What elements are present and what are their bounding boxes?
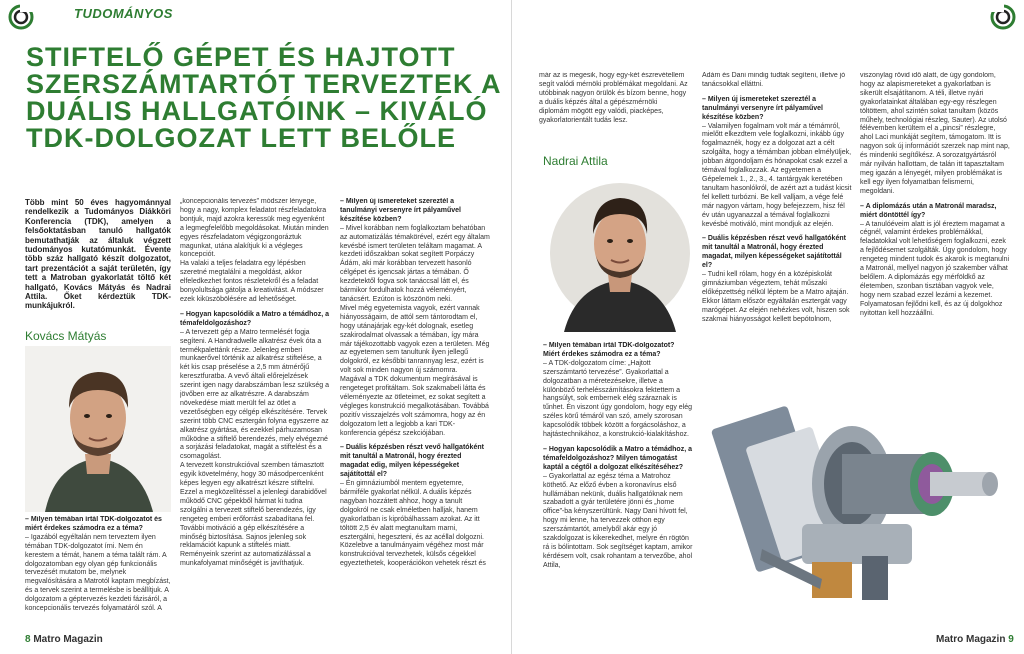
answer: – Én gimnáziumból mentem egyetemre, bármiféle gyakorlat nélkül. A duális képzés nagyban hozzátett ahhoz, hogy a tanult dolgokról ne csak elméletben halljak, hanem gyakorlatban is kipróbálhassam azokat. Az itt töltött 2,5 év alatt megtanultam marni, esztergálni, hegeszteni, és az acéllal dolgozni. Közelebve a tanulmányaim végéhez most már konstrukcióval tervezhetek, külsős cégekkel egyeztethetek, kooperációkon vehetek részt és <box>340 480 486 568</box>
portrait-kovacs <box>25 346 171 512</box>
matro-logo-icon <box>990 4 1016 30</box>
article-lead: Több mint 50 éves hagyománnyal rendelkezik a Tudományos Diákköri Konferencia (TDK), amelyen a felsőoktatásban tanuló hallgatók bemutathatják az általuk végzett tudományos kutatómunkát. Évente több száz hallgató készít dolgozatot, tart prezentációt a saját területén, így tett a Matroban gyakorlatát töltő két hallgató, Kovács Mátyás és Nadrai Attila. Őket kérdeztük TDK-munkájukról. <box>25 198 171 311</box>
portrait-nadrai <box>548 174 692 332</box>
magazine-name: Matro Magazin <box>936 634 1006 645</box>
page-number: 8 <box>25 634 31 645</box>
question: – Milyen témában írtál TDK-dolgozatot? Miért érdekes számodra ez a téma? <box>543 342 675 358</box>
answer: – Mivel korábban nem foglalkoztam behatóban az automatizálás témakörével, ezért egy általam kevésbé ismert területen teláltam magamat. A kezdeti időszakban sokat segített Porpáczy Ádám, aki már korábban tervezett hasonló célgépet és igencsak jártas a témában. Ő kezdetektől fogva sok tanáccsal látt el, és bármikor fordulhatok hozzá véleményért, tanácsért. Ezúton is köszönöm neki. <box>340 224 490 303</box>
paragraph: Mivel még egyetemista vagyok, ezért vannak hiányosságaim, de attól sem tántorodtam el, hogy utánajárjak egy-két dolognak, esetleg szakirodalmat olvassak a témában, így mára már tájékozottabb vagyok ezen a területen. Még az egyetemen sem tanultunk ilyen jellegű dolgokról, ez későbbi tanrannyag lesz, ezért is volt sok minden nagyon új számomra. <box>340 304 490 375</box>
footer-left <box>25 634 103 645</box>
matro-logo-icon <box>8 4 34 30</box>
column-1 <box>25 516 171 628</box>
answer: – Igazából egyéltalán nem terveztem ilyen témában TDK-dolgozatot írni. Nem én kerestem a témát, hanem a téma talált rám. A dolgozatomban egy olyan gép funkcionális tervezését mutatom be, melynek megvalósítására a Matrotól kaptam megbízást, és a tervek szerint a termelésbe is beállítjuk. A dolgozatom a géptervezés kezdeti fázisáról, a koncepcionális tervezés folyamatáról szól. A <box>25 533 171 613</box>
left-page <box>0 0 511 654</box>
column-4-top <box>539 72 689 136</box>
paragraph: „koncepcionális tervezés” módszer lényege, hogy a nagy, komplex feladatot részfeladatokra bontjuk, majd azokra keressük meg egyenként a legmegfelelőbb megoldásokat. Miután minden egyes részfeladatom végigzongoráztuk magunkat, utána alakítjuk ki a végleges koncepciót. <box>180 198 329 259</box>
answer: – A tanulóéveim alatt is jól éreztem magamat a cégnél, valamint érdekes problémákkal, feladatokkal volt lehetőségem foglalkozni, ezek a fejlődésemet szolgálták. Úgy gondolom, hogy rengeteg mindent tudok és akarok is megtanulni a Matronál, mellyel nagyon jó szakember válhat belőlem. A diplomázás egy mérföldkő az életemben, szonban tisztában vagyok vele, hogy nem szabad ezzel lezárni a kezemet. Folyamatosan fejlődni kell, és az új dolgokhoz nyitottan kell hozzáállni. <box>860 220 1010 317</box>
answer: – A tervezett gép a Matro termelését fogja segíteni. A Handradwelle alkatrész évek óta a termékpalettánk része. Jelenleg emberi munkaerővel történik az alkatrész stiftelése, a két kis csap préselése a 2,5 mm átmérőjű keresztfuratba. A vevő általi előrejelzések szerint igen nagy darabszámban lesz szükség a jövőben erre az alkatrészre. A darabszám növekedése miatt merült fel az ötlet a vezetőségben egy célgép elkészítésére. Tervek szerint több CNC esztergán folyna egyszerre az alkatrész gyártása, és ezekkel párhuzamosan működne a stiftelő berendezés, mely elvégezné a sorjázási feladatokat, magát a stiftelést és a csomagolást. <box>180 328 330 461</box>
answer: – Gyakorlattal az egész téma a Matrohoz köthető. Az előző évben a koronavírus első hullámában nekünk, duális hallgatóknak nem szabadott a gyár területére jönni és „home office”-ba kényszerültünk. Nagy Dani hívott fel, hogy mi lenne, ha tervezzek otthon egy szerszámtartót, amelyből akár egy jó szakdolgozat is kikerekedhet, melyre én rögtön rá is bólintottam. Sok segítséget kaptam, amikor kérdésem volt, csak rohantam a tervezőbe, ahol Attila, <box>543 472 693 569</box>
question: – Hogyan kapcsolódik a Matro a témádhoz, a témafeldolgozáshoz? Milyen támogatást kaptál a cégtől a dolgozat elkészítéséhez? <box>543 445 692 471</box>
answer: – A TDK-dolgozatom címe: „Hajtott szerszámtartó tervezése”. Gyakorlattal a dolgozatban a méretezésekre, illetve a különböző terhelésszámításokra fektettem a hangsúlyt, sok embernek elég száraznak is tűnhet. Én viszont úgy gondolom, hogy egy elég széles körű témáról van szó, amely szorosan kapcsolódik többek között a forgácsoláshoz, a hajtástechnikához, a konstrukció-kialakításhoz. <box>543 359 693 439</box>
question: – Milyen új ismereteket szereztél a tanulmányi versenyre írt pályaművel készítése közben? <box>702 95 823 121</box>
question: – Duális képzésben részt vevő hallgatóként mit tanultál a Matronál, hogy érezted magadat, milyen képességeket sajátítottál el? <box>702 235 846 270</box>
magazine-name: Matro Magazin <box>33 634 103 645</box>
answer: – Valamilyen fogalmam volt már a témámról, mielőtt elkezdtem vele foglalkozni, inkább úgy fogalmaznék, hogy ez a dolgozat azt a célt szolgálta, hogy a témámban jobban elmélyüljek, jobban átgondoljam és hónapokat csak ezzel a témával foglalkozzak. Az egyetemen a Gépelemek 1., 2., 3., 4. tantárgyak keretében tanultam hasonlókról, de azért azt a tudást kicsit fel kellett turbózni. Be kell valljam, a vége felé már nagyon vártam, hogy befejezzem, hisz fél év után ugyanazzal a témával foglalkozni kevésbé motiváló, mint mondjuk az elején. <box>702 122 852 228</box>
column-2 <box>180 198 330 630</box>
section-label: TUDOMÁNYOS <box>74 6 173 21</box>
paragraph: már az is megesik, hogy egy-két észrevétellem segít valódi mérnöki problémákat megoldani. Az utóbbinak nagyon örülök és bízom benne, hogy a duális képzés által a gépészmérnöki diplomám mögött egy valódi, piacképes, gyakorlatorientált tudás lesz. <box>539 72 688 124</box>
column-6 <box>860 72 1010 370</box>
column-5 <box>702 72 852 370</box>
question: – Hogyan kapcsolódik a Matro a témádhoz, a témafeldolgozáshoz? <box>180 310 329 327</box>
page-number: 9 <box>1008 634 1014 645</box>
question: – A diplomázás után a Matronál maradsz, miért döntöttél így? <box>860 202 997 219</box>
question: – Milyen új ismereteket szereztél a tanulmányi versenyre írt pályaművel készítése közben? <box>340 198 461 223</box>
tool-holder-render <box>702 374 1014 630</box>
paragraph: A tervezett konstrukcióval szemben támasztott egyik követelmény, hogy 30 másodpercenként képes legyen egy alkatrészt készre stiftelni. Ezzel a megközelítéssel a jelenlegi darabidővel működő CNC gépekből hármat ki tudna szolgálni a tervezett stiftelő berendezés, így rengeteg emberi erőforrást szabadítana fel. További motiváció a gép elkészítésére a minőség biztosítása. Sajnos jelenleg sok reklamációt kapunk a stiftelés miatt. Reményeink szerint az automatizálással a munkafolyamat minőségét is javíthatjuk. <box>180 462 327 568</box>
question: – Duális képzésben részt vevő hallgatóként mit tanultál a Matronál, hogy érezted magadat edig, milyen képességeket sajátítottál el? <box>340 444 484 479</box>
paragraph: Ha valaki a teljes feladatra egy lépésben szeretné megtalálni a megoldást, akkor elfeledkezhet fontos részletekről és a feladat bonyolultsága gátolja a kreativitást. A módszer ezek kiküszöbölésére ad lehetőséget. <box>180 260 324 303</box>
footer-right <box>936 634 1014 645</box>
paragraph: Ádám és Dani mindig tudtak segíteni, illetve jó tanácsokkal elláttni. <box>702 72 846 88</box>
person-name-kovacs: Kovács Mátyás <box>25 329 107 343</box>
question: – Milyen témában írtál TDK-dolgozatot és miért érdekes számodra ez a téma? <box>25 516 162 532</box>
right-page <box>512 0 1024 654</box>
paragraph: Magával a TDK dokumentum megírásával is rengeteget profitáltam. Sok szakmabeli látta és véleményezte az ötleteimet, ez sokat segített a végleges konstrukció megalkotásában. Továbbá pozitív visszajelzés volt számomra, hogy az én dolgozatom lett a legjobb a kari TDK-konferencia gépész szekciójában. <box>340 376 489 437</box>
column-3 <box>340 198 490 630</box>
answer: – Tudni kell rólam, hogy én a középiskolát gimnáziumban végeztem, tehát műszaki előképzettség nélkül léptem be a Matro ajtaján. Ekkor láttam először egyáltalán esztergát vagy marógépet. Az elején nehézkes volt, hiszen sok szakmai hiányosságot kellett bepótolnom, <box>702 271 850 323</box>
person-name-nadrai: Nadrai Attila <box>543 154 608 168</box>
article-title: STIFTELŐ GÉPET ÉS HAJTOTT SZERSZÁMTARTÓT TERVEZTEK A DUÁLIS HALLGATÓINK – KIVÁLÓ TDK-DOLGOZAT LETT BELŐLE <box>26 42 501 153</box>
column-4 <box>543 342 693 630</box>
paragraph: viszonylag rövid idő alatt, de úgy gondolom, hogy az alapismereteket a gyakorlatban is sikerült elsajátítanom. A téli, illetve nyári gyakorlatainkat általában egy-egy részlegen töltöttem, ahol szintén sokat tanultam (közös műhely, technológiai részleg, Sauter). Az utolsó félévemben kerültem el a „pincsi” részlegre, ahol Laci munkáját segítem, támogatom. Itt is nagyon sok új információt szerzek nap mint nap, és mindenki segítőkész. A sorozatgyártásról már nyilván hallottam, de talán itt tapasztaltam meg igazán a lényegét, milyen problémákat is kell egy ilyen folyamatban felismerni, megoldani. <box>860 72 1010 195</box>
